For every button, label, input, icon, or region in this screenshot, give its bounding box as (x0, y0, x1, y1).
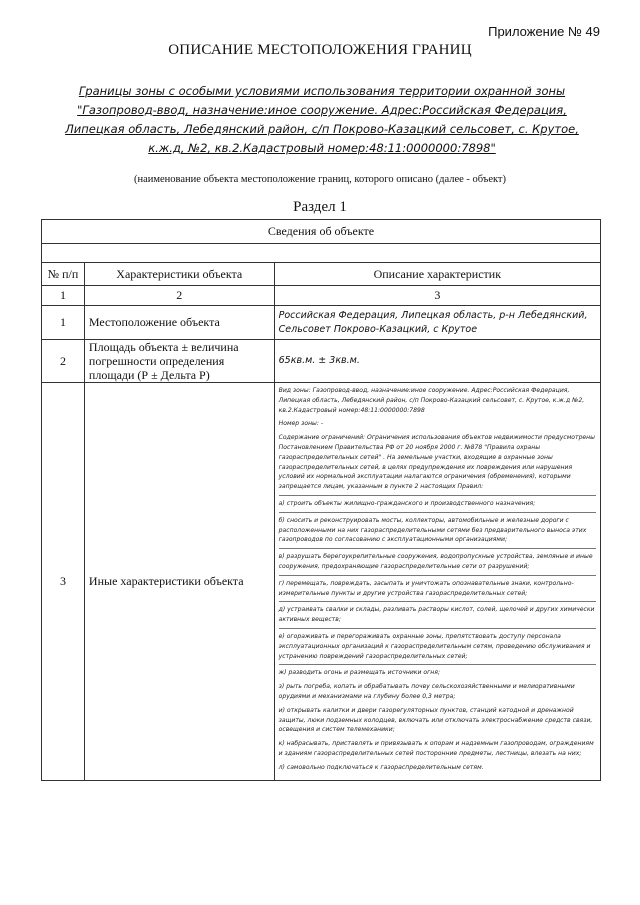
section-title: Раздел 1 (293, 199, 347, 215)
restriction-item: е) огораживать и перегораживать охранные зоны, препятствовать доступу персонала эксплуатационных организаций к газораспределительным сетям, проведению обслуживания и устранению повреждений газораспределительных сетей; (279, 632, 596, 665)
document-title: ОПИСАНИЕ МЕСТОПОЛОЖЕНИЯ ГРАНИЦ (168, 42, 472, 58)
object-caption: (наименование объекта местоположение границ, которого описано (далее - объект) (133, 174, 507, 185)
restrictions-cell (274, 383, 600, 781)
row-name: Местоположение объекта (84, 306, 274, 340)
restriction-item: в) разрушать берегоукрепительные сооружения, водопропускные устройства, земляные и иные сооружения, предохраняющие газораспределительные сети от разрушений; (279, 552, 596, 576)
appendix-number: Приложение № 49 (488, 24, 600, 39)
restriction-item: б) сносить и реконструировать мосты, коллекторы, автомобильные и железные дороги с расположенными на них газораспределительными сетями без предварительного выноса этих газопроводов по согласованию с эксплуатационными организациями; (279, 516, 596, 549)
row-name: Иные характеристики объекта (84, 383, 274, 781)
column-number-2: 2 (84, 286, 274, 306)
row-value: 65кв.м. ± 3кв.м. (274, 340, 600, 383)
header-description: Описание характеристик (274, 263, 600, 286)
restriction-item: к) набрасывать, приставлять и привязывать к опорам и надземным газопроводам, ограждениям и зданиям газораспределительных сетей посторонние предметы, лестницы, влезать на них; (278, 740, 594, 757)
table-title: Сведения об объекте (42, 220, 601, 244)
row-name: Площадь объекта ± величина погрешности определения площади (Р ± Дельта Р) (84, 340, 274, 383)
column-number-1: 1 (42, 286, 85, 306)
restriction-item: ж) разводить огонь и размещать источники огня; (278, 669, 441, 677)
header-number: № п/п (42, 263, 85, 286)
restriction-item: д) устраивать свалки и склады, разливать растворы кислот, солей, щелочей и других химически активных веществ; (279, 605, 596, 629)
restriction-item: г) перемещать, повреждать, засыпать и уничтожать опознавательные знаки, контрольно-измерительные пункты и другие устройства газораспределительных сетей; (279, 579, 596, 603)
column-number-3: 3 (274, 286, 600, 306)
row-number: 3 (42, 383, 85, 781)
header-characteristics: Характеристики объекта (84, 263, 274, 286)
restriction-item: а) строить объекты жилищно-гражданского и производственного назначения; (279, 499, 596, 513)
restriction-item: л) самовольно подключаться к газораспределительным сетям. (278, 763, 484, 771)
zone-description: Границы зоны с особыми условиями использования территории охранной зоны "Газопровод-ввод, назначение:иное сооружение. Адрес:Российская Федерация, Липецкая область, Лебедянский район, с/п Покрово-Казацкий сельсовет, с. Крутое, к.ж.д, №2, кв.2.Кадастровый номер:48:11:0000000:7898" (65, 84, 579, 155)
row-number: 2 (42, 340, 85, 383)
zone-number-text: Номер зоны: - (278, 420, 324, 428)
object-info-table (41, 219, 601, 781)
restriction-item: з) рыть погреба, копать и обрабатывать почву сельскохозяйственными и мелиоративными орудиями и механизмами на глубину более 0,3 метра; (278, 683, 575, 700)
restriction-item: и) открывать калитки и двери газорегуляторных пунктов, станций катодной и дренажной защиты, люки подземных колодцев, включать или отключать электроснабжение средств связи, освещения и систем телемеханики; (278, 706, 593, 734)
restrictions-intro-text: Содержание ограничений: Ограничения использования объектов недвижимости предусмотрены Постановлением Правительства РФ от 20 ноября 2000 г. №878 "Правила охраны газораспределительных сетей" . На земельные участки, входящие в охранные зоны газораспределительных сетей, в целях предупреждения их повреждения или нарушения условий их нормальной эксплуатации налагаются ограничения (обременения), которыми запрещается лицам, указанным в пункте 2 настоящих Правил: (279, 433, 596, 496)
row-number: 1 (42, 306, 85, 340)
row-value: Российская Федерация, Липецкая область, р-н Лебедянский, Сельсовет Покрово-Казацкий, с Крутое (274, 306, 600, 340)
empty-row (42, 244, 601, 263)
zone-type-text: Вид зоны: Газопровод-ввод, назначение:иное сооружение. Адрес:Российская Федерация, Липецкая область, Лебедянский район, с/п Покрово-Казацкий сельсовет, с. Крутое, к.ж.д №2, кв.2.Кадастровый номер:48:11:0000000:7898 (278, 387, 585, 414)
